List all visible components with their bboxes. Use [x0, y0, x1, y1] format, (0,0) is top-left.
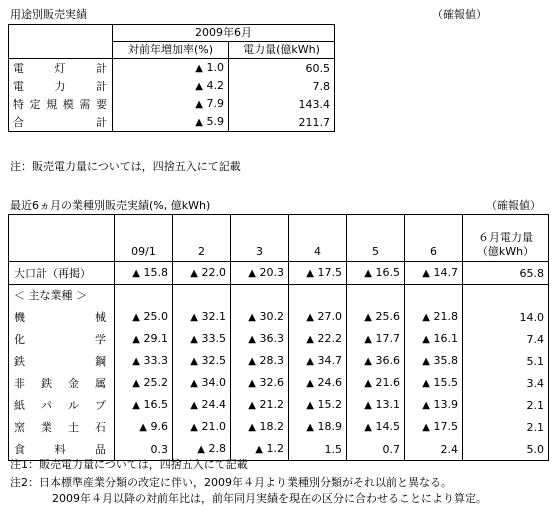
value-cell — [347, 350, 405, 372]
decrease-triangle-icon: ▲ — [248, 378, 256, 389]
value-cell — [289, 306, 347, 328]
value: 18.9 — [317, 420, 342, 433]
value: 15.5 — [433, 376, 458, 389]
row-label: 化学 — [9, 328, 115, 350]
decrease-triangle-icon: ▲ — [190, 422, 198, 433]
table-row — [9, 328, 549, 350]
decrease-triangle-icon: ▲ — [364, 334, 372, 345]
value: 30.2 — [259, 310, 284, 323]
section2-title: 最近6ヵ月の業種別販売実績(%, 億kWh) — [10, 199, 211, 212]
value-cell — [347, 262, 405, 285]
value: 36.6 — [375, 354, 400, 367]
value-cell — [289, 416, 347, 438]
table-row — [9, 77, 335, 95]
decrease-triangle-icon: ▲ — [422, 268, 430, 279]
power-cell: 5.1 — [463, 350, 549, 372]
usage-sales-table — [8, 24, 335, 132]
value: 15.8 — [143, 266, 168, 279]
row-label: 食料品 — [9, 438, 115, 461]
section2-note1: 注1：販売電力量については，四捨五入にて記載 — [10, 458, 248, 471]
value-cell — [289, 262, 347, 285]
decrease-triangle-icon: ▲ — [248, 356, 256, 367]
decrease-triangle-icon: ▲ — [255, 444, 263, 455]
value: 14.5 — [375, 420, 400, 433]
decrease-triangle-icon: ▲ — [248, 334, 256, 345]
value: 21.2 — [259, 398, 284, 411]
decrease-triangle-icon: ▲ — [190, 400, 198, 411]
power-cell: 7.8 — [229, 77, 335, 95]
row-label: 機械 — [9, 306, 115, 328]
value-cell — [231, 350, 289, 372]
change-cell — [113, 59, 229, 78]
value-cell — [289, 372, 347, 394]
decrease-triangle-icon: ▲ — [364, 422, 372, 433]
value-cell — [115, 372, 173, 394]
row-label: 鉄鋼 — [9, 350, 115, 372]
value-cell — [115, 416, 173, 438]
value-cell — [173, 306, 231, 328]
decrease-triangle-icon: ▲ — [190, 356, 198, 367]
value: 0.7 — [382, 442, 400, 456]
row-label: 窯業土石 — [9, 416, 115, 438]
decrease-triangle-icon: ▲ — [195, 99, 203, 110]
value-cell — [347, 306, 405, 328]
value-cell — [115, 350, 173, 372]
decrease-triangle-icon: ▲ — [132, 356, 140, 367]
value: 22.0 — [201, 266, 226, 279]
power-cell: 7.4 — [463, 328, 549, 350]
decrease-triangle-icon: ▲ — [132, 334, 140, 345]
value: 15.2 — [317, 398, 342, 411]
decrease-triangle-icon: ▲ — [306, 378, 314, 389]
decrease-triangle-icon: ▲ — [248, 268, 256, 279]
power-header-line1: ６月電力量 — [478, 231, 533, 244]
total-row — [9, 262, 549, 285]
decrease-triangle-icon: ▲ — [195, 117, 203, 128]
value-cell — [347, 328, 405, 350]
value: 25.2 — [143, 376, 168, 389]
power-cell: 2.1 — [463, 394, 549, 416]
value-cell — [405, 416, 463, 438]
t2-header-row — [9, 215, 549, 262]
decrease-triangle-icon: ▲ — [306, 268, 314, 279]
value-cell — [405, 372, 463, 394]
decrease-triangle-icon: ▲ — [364, 400, 372, 411]
decrease-triangle-icon: ▲ — [306, 422, 314, 433]
value: 0.3 — [150, 442, 168, 456]
value: 13.1 — [375, 398, 400, 411]
power-cell: 2.1 — [463, 416, 549, 438]
value: 18.2 — [259, 420, 284, 433]
table-row — [9, 113, 335, 132]
power-cell: 5.0 — [463, 438, 549, 461]
value: 33.5 — [201, 332, 226, 345]
value-cell — [347, 372, 405, 394]
value: 5.9 — [206, 115, 224, 128]
value-cell — [231, 262, 289, 285]
power-cell: 3.4 — [463, 372, 549, 394]
value: 13.9 — [433, 398, 458, 411]
value: 2.4 — [440, 442, 458, 456]
decrease-triangle-icon: ▲ — [190, 268, 198, 279]
value-cell — [231, 394, 289, 416]
value: 27.0 — [317, 310, 342, 323]
table-row — [9, 306, 549, 328]
value: 1.0 — [206, 61, 224, 74]
value-cell — [289, 438, 347, 461]
decrease-triangle-icon: ▲ — [306, 400, 314, 411]
decrease-triangle-icon: ▲ — [422, 312, 430, 323]
value: 24.6 — [317, 376, 342, 389]
decrease-triangle-icon: ▲ — [364, 356, 372, 367]
row-label: 電灯計 — [9, 59, 113, 78]
decrease-triangle-icon: ▲ — [195, 81, 203, 92]
decrease-triangle-icon: ▲ — [364, 378, 372, 389]
value-cell — [173, 416, 231, 438]
value-cell — [347, 416, 405, 438]
value: 29.1 — [143, 332, 168, 345]
value: 9.6 — [150, 420, 168, 433]
value-cell — [231, 416, 289, 438]
row-label: 特定規模需要 — [9, 95, 113, 113]
value-cell — [289, 328, 347, 350]
decrease-triangle-icon: ▲ — [306, 356, 314, 367]
decrease-triangle-icon: ▲ — [306, 334, 314, 345]
value: 34.0 — [201, 376, 226, 389]
section2-status: （確報値） — [486, 199, 541, 212]
value: 24.4 — [201, 398, 226, 411]
decrease-triangle-icon: ▲ — [248, 400, 256, 411]
decrease-triangle-icon: ▲ — [364, 312, 372, 323]
decrease-triangle-icon: ▲ — [422, 422, 430, 433]
value-cell — [405, 394, 463, 416]
table-row — [9, 350, 549, 372]
value: 25.0 — [143, 310, 168, 323]
value: 17.5 — [317, 266, 342, 279]
month-header: 3 — [231, 215, 289, 262]
value: 20.3 — [259, 266, 284, 279]
power-header-line2: （億kWh） — [476, 245, 535, 258]
value-cell — [115, 328, 173, 350]
t1-period: 2009年6月 — [113, 25, 335, 42]
month-header: 2 — [173, 215, 231, 262]
value: 4.2 — [206, 79, 224, 92]
value: 14.7 — [433, 266, 458, 279]
value: 25.6 — [375, 310, 400, 323]
power-cell: 143.4 — [229, 95, 335, 113]
value: 32.1 — [201, 310, 226, 323]
row-label: 紙パルプ — [9, 394, 115, 416]
month-header: 09/1 — [115, 215, 173, 262]
t1-subheader-row — [9, 42, 335, 59]
table-row — [9, 394, 549, 416]
value-cell — [405, 328, 463, 350]
row-label: 電力計 — [9, 77, 113, 95]
row-label: 大口計（再掲） — [9, 262, 115, 285]
section1-status: （確報値） — [432, 8, 487, 21]
t1-header-row — [9, 25, 335, 42]
power-cell: 211.7 — [229, 113, 335, 132]
month-header: 5 — [347, 215, 405, 262]
value: 28.3 — [259, 354, 284, 367]
decrease-triangle-icon: ▲ — [197, 444, 205, 455]
value: 2.8 — [208, 442, 226, 455]
value: 22.2 — [317, 332, 342, 345]
table-row — [9, 95, 335, 113]
decrease-triangle-icon: ▲ — [364, 268, 372, 279]
change-cell — [113, 113, 229, 132]
value: 21.8 — [433, 310, 458, 323]
value-cell — [173, 350, 231, 372]
value: 21.0 — [201, 420, 226, 433]
decrease-triangle-icon: ▲ — [248, 312, 256, 323]
change-cell — [113, 95, 229, 113]
decrease-triangle-icon: ▲ — [190, 334, 198, 345]
table-row — [9, 372, 549, 394]
industry-sales-table — [8, 214, 549, 461]
value-cell — [347, 438, 405, 461]
decrease-triangle-icon: ▲ — [306, 312, 314, 323]
row-label: 合計 — [9, 113, 113, 132]
value: 17.7 — [375, 332, 400, 345]
decrease-triangle-icon: ▲ — [132, 400, 140, 411]
decrease-triangle-icon: ▲ — [422, 400, 430, 411]
t1-col-change: 対前年増加率(%) — [113, 42, 229, 59]
value: 1.5 — [324, 442, 342, 456]
industry-subheader: ＜ 主な業種 ＞ — [9, 285, 115, 307]
value-cell — [405, 438, 463, 461]
value-cell — [289, 350, 347, 372]
table-row — [9, 416, 549, 438]
decrease-triangle-icon: ▲ — [190, 312, 198, 323]
value: 32.6 — [259, 376, 284, 389]
value-cell — [173, 262, 231, 285]
month-header: 4 — [289, 215, 347, 262]
value-cell — [405, 262, 463, 285]
value-cell — [289, 394, 347, 416]
power-cell: 14.0 — [463, 306, 549, 328]
decrease-triangle-icon: ▲ — [422, 356, 430, 367]
section2-note2-line2: 2009年４月以降の対前年比は，前年同月実績を現在の区分に合わせることにより算定。 — [52, 492, 487, 505]
decrease-triangle-icon: ▲ — [190, 378, 198, 389]
table-row — [9, 59, 335, 78]
decrease-triangle-icon: ▲ — [132, 312, 140, 323]
value: 33.3 — [143, 354, 168, 367]
value-cell — [405, 350, 463, 372]
section2-note2-line1: 注2：日本標準産業分類の改定に伴い，2009年４月より業種別分類がそれ以前と異なる。 — [10, 476, 452, 489]
decrease-triangle-icon: ▲ — [132, 378, 140, 389]
value: 16.5 — [375, 266, 400, 279]
row-label: 非鉄金属 — [9, 372, 115, 394]
change-cell — [113, 77, 229, 95]
value: 21.6 — [375, 376, 400, 389]
value-cell — [347, 394, 405, 416]
section1-note: 注：販売電力量については，四捨五入にて記載 — [10, 160, 241, 173]
value-cell — [231, 328, 289, 350]
industry-subheader-row — [9, 285, 549, 307]
value: 32.5 — [201, 354, 226, 367]
value-cell — [115, 262, 173, 285]
value: 35.8 — [433, 354, 458, 367]
value-cell — [173, 328, 231, 350]
decrease-triangle-icon: ▲ — [195, 63, 203, 74]
value: 16.5 — [143, 398, 168, 411]
decrease-triangle-icon: ▲ — [422, 378, 430, 389]
decrease-triangle-icon: ▲ — [132, 268, 140, 279]
value: 36.3 — [259, 332, 284, 345]
section1-title: 用途別販売実績 — [10, 8, 87, 21]
value-cell — [173, 394, 231, 416]
decrease-triangle-icon: ▲ — [422, 334, 430, 345]
month-header: 6 — [405, 215, 463, 262]
value: 34.7 — [317, 354, 342, 367]
value-cell — [231, 372, 289, 394]
value: 17.5 — [433, 420, 458, 433]
value: 16.1 — [433, 332, 458, 345]
decrease-triangle-icon: ▲ — [248, 422, 256, 433]
value-cell — [173, 372, 231, 394]
power-cell: 65.8 — [463, 262, 549, 285]
t1-col-power: 電力量(億kWh) — [229, 42, 335, 59]
power-header — [463, 215, 549, 262]
value: 1.2 — [266, 442, 284, 455]
power-cell: 60.5 — [229, 59, 335, 78]
value-cell — [115, 306, 173, 328]
value: 7.9 — [206, 97, 224, 110]
decrease-triangle-icon: ▲ — [139, 422, 147, 433]
value-cell — [115, 394, 173, 416]
value-cell — [405, 306, 463, 328]
value-cell — [231, 306, 289, 328]
